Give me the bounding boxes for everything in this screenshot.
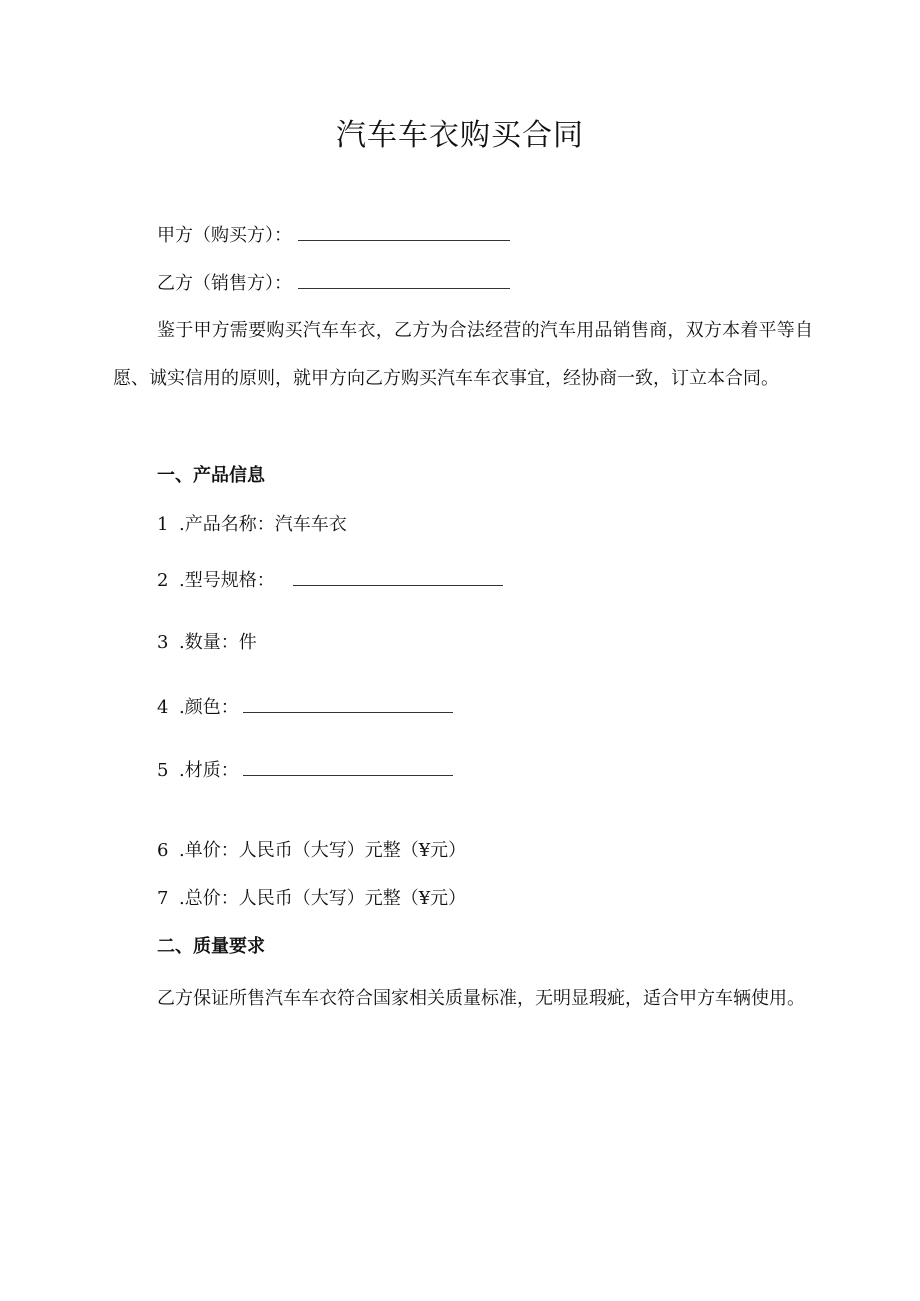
item-text: .材质： [179, 760, 239, 781]
item-number: 5 [157, 760, 169, 781]
party-a-label: 甲方（购买方）： [157, 225, 292, 246]
item-number: 7 [157, 888, 169, 909]
item-4 [157, 694, 453, 721]
document-title: 汽车车衣购买合同 [336, 118, 584, 153]
party-a-line [157, 222, 510, 249]
item-5 [157, 757, 453, 784]
color-blank[interactable] [243, 694, 453, 713]
party-b-blank[interactable] [298, 270, 510, 289]
item-1 [157, 512, 347, 538]
section-1-heading: 一、产品信息 [157, 465, 265, 486]
party-b-line [157, 270, 510, 297]
item-number: 1 [157, 514, 169, 535]
item-7 [157, 886, 466, 912]
quality-paragraph: 乙方保证所售汽车车衣符合国家相关质量标准，无明显瑕疵，适合甲方车辆使用。 [157, 988, 805, 1009]
model-spec-blank[interactable] [293, 567, 503, 586]
item-number: 4 [157, 697, 169, 718]
party-b-label: 乙方（销售方）： [157, 273, 292, 294]
item-text: .数量：件 [179, 632, 257, 653]
item-2 [157, 567, 503, 594]
section-2-heading: 二、质量要求 [157, 936, 265, 957]
item-number: 6 [157, 840, 169, 861]
item-3 [157, 630, 257, 656]
preamble-paragraph: 鉴于甲方需要购买汽车车衣，乙方为合法经营的汽车用品销售商，双方本着平等自愿、诚实信用的原则，就甲方向乙方购买汽车车衣事宜，经协商一致，订立本合同。 [113, 320, 813, 389]
item-number: 2 [157, 570, 169, 591]
item-text: .颜色： [179, 697, 239, 718]
item-text: .型号规格： [179, 570, 275, 591]
party-a-blank[interactable] [298, 222, 510, 241]
material-blank[interactable] [243, 757, 453, 776]
item-number: 3 [157, 632, 169, 653]
item-6 [157, 838, 466, 864]
item-text: .单价：人民币（大写）元整（¥元） [179, 840, 467, 861]
item-text: .产品名称：汽车车衣 [179, 514, 347, 535]
item-text: .总价：人民币（大写）元整（¥元） [179, 888, 467, 909]
